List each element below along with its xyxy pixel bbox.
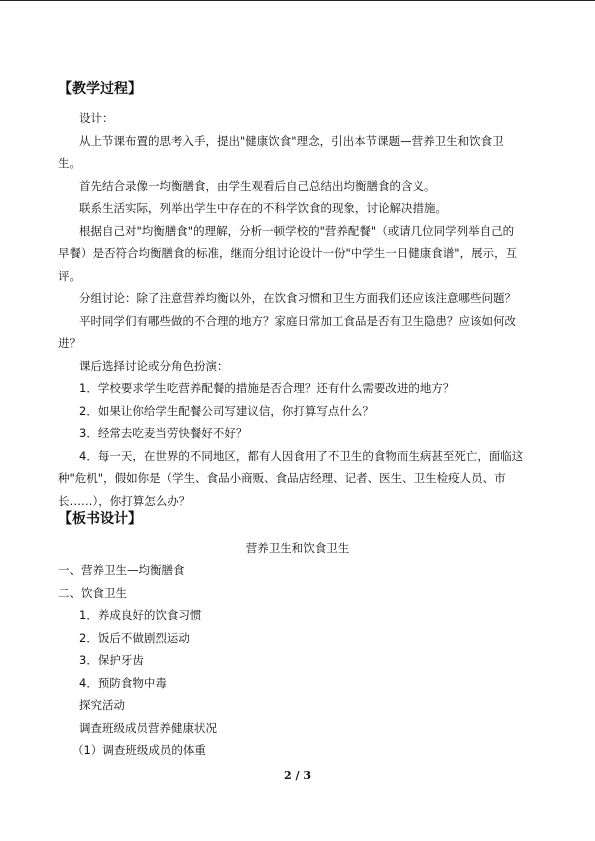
paragraph-line: 联系生活实际，列举出学生中存在的不科学饮食的现象，讨论解决措施。 — [79, 201, 447, 215]
list-item: 2．如果让你给学生配餐公司写建议信，你打算写点什么？ — [79, 404, 374, 418]
list-item: 1．学校要求学生吃营养配餐的措施是否合理？还有什么需要改进的地方？ — [79, 381, 455, 395]
paragraph-line: 首先结合录像一均衡膳食，由学生观看后自己总结出均衡膳食的含义。 — [79, 179, 436, 193]
paragraph-line: 从上节课布置的思考入手，提出"健康饮食"理念，引出本节课题—营养卫生和饮食卫 — [79, 134, 504, 148]
paragraph-line: 设计： — [79, 111, 114, 125]
paragraph-line: 进？ — [58, 336, 81, 350]
paragraph-line: 根据自己对"均衡膳食"的理解，分析一顿学校的"营养配餐"（或请几位同学列举自己的 — [79, 224, 515, 238]
list-item: 种"危机"，假如你是（学生、食品小商贩、食品店经理、记者、医生、卫生检疫人员、市 — [58, 471, 506, 485]
paragraph-line: 评。 — [58, 269, 81, 283]
outline-item: （1）调查班级成员的体重 — [72, 743, 206, 757]
list-item: 3．经常去吃麦当劳快餐好不好？ — [79, 426, 248, 440]
teaching-process-heading: 【教学过程】 — [58, 81, 142, 97]
outline-item: 探究活动 — [79, 698, 125, 712]
paragraph-line: 分组讨论：除了注意营养均衡以外，在饮食习惯和卫生方面我们还应该注意哪些问题？ — [79, 291, 516, 305]
paragraph-line: 生。 — [58, 156, 81, 170]
outline-item: 1．养成良好的饮食习惯 — [79, 608, 202, 622]
outline-item: 2．饭后不做剧烈运动 — [79, 631, 190, 645]
paragraph-line: 课后选择讨论或分角色扮演： — [79, 359, 229, 373]
list-item: 长……），你打算怎么办？ — [58, 494, 191, 508]
outline-item: 二、饮食卫生 — [58, 586, 127, 600]
outline-item: 4．预防食物中毒 — [79, 676, 167, 690]
paragraph-line: 平时同学们有哪些做的不合理的地方？家庭日常加工食品是否有卫生隐患？应该如何改 — [79, 314, 516, 328]
page-number: 2 / 3 — [284, 769, 311, 782]
outline-item: 3．保护牙齿 — [79, 653, 144, 667]
outline-item: 一、营养卫生—均衡膳食 — [58, 563, 185, 577]
list-item: 4．每一天，在世界的不同地区，都有人因食用了不卫生的食物而生病甚至死亡，面临这 — [79, 449, 524, 463]
board-title: 营养卫生和饮食卫生 — [245, 541, 350, 555]
board-design-heading: 【板书设计】 — [58, 511, 142, 527]
paragraph-line: 早餐）是否符合均衡膳食的标准，继而分组讨论设计一份"中学生一日健康食谱"，展示，互 — [58, 246, 518, 260]
outline-item: 调查班级成员营养健康状况 — [79, 721, 217, 735]
